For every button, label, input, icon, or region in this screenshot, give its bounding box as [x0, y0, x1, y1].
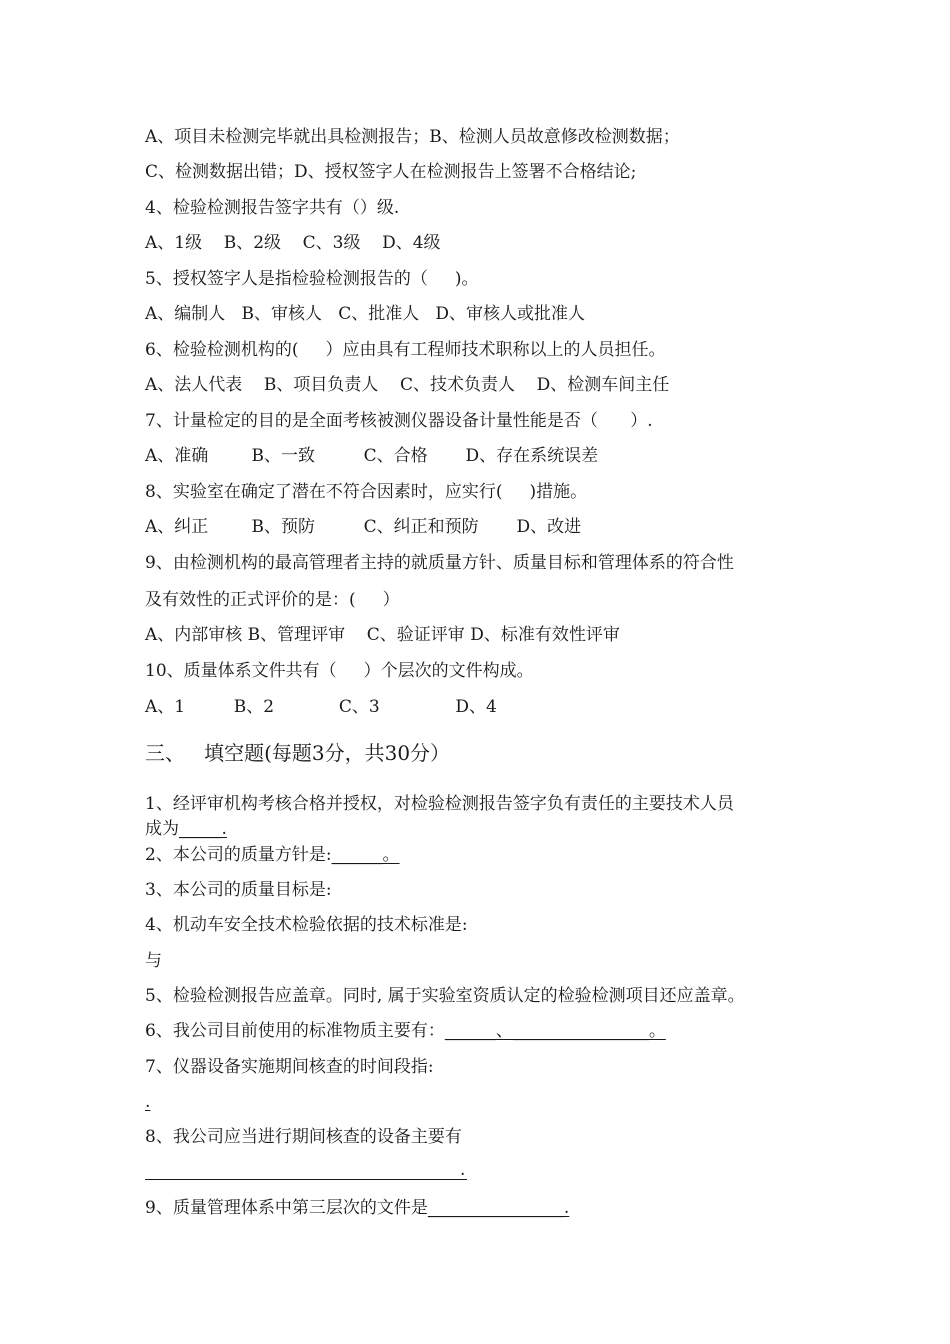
question-5: 5、授权签字人是指检验检测报告的（ )。	[145, 269, 479, 289]
question-6-options: A、法人代表 B、项目负责人 C、技术负责人 D、检测车间主任	[145, 375, 670, 395]
section-heading: 三、 填空题(每题3分，共30分）	[145, 741, 451, 765]
question-4: 4、检验检测报告签字共有（）级.	[145, 198, 400, 218]
fill-question-1-continued	[145, 818, 227, 840]
question-7-options: A、准确 B、一致 C、合格 D、存在系统误差	[145, 446, 599, 466]
fill-question-6	[145, 1020, 666, 1042]
fill-question-5: 5、检验检测报告应盖章。同时, 属于实验室资质认定的检验检测项目还应盖章。	[145, 986, 745, 1006]
answer-blank: ________________.	[427, 1198, 570, 1218]
fill-question-7: 7、仪器设备实施期间核查的时间段指:	[145, 1057, 434, 1077]
answer-blank: ______。	[331, 845, 400, 865]
answer-blank-end: .	[460, 1160, 466, 1180]
option-line: C、检测数据出错；D、授权签字人在检测报告上签署不合格结论;	[145, 162, 637, 182]
option-line: A、项目未检测完毕就出具检测报告；B、检测人员故意修改检测数据；	[145, 127, 680, 147]
question-6: 6、检验检测机构的( ）应由具有工程师技术职称以上的人员担任。	[145, 340, 666, 360]
fill-text: 6、我公司目前使用的标准物质主要有：	[145, 1021, 445, 1041]
answer-line	[145, 1179, 467, 1180]
question-10: 10、质量体系文件共有（ ）个层次的文件构成。	[145, 661, 534, 681]
question-9: 9、由检测机构的最高管理者主持的就质量方针、质量目标和管理体系的符合性	[145, 553, 734, 573]
answer-blank: .	[145, 1092, 151, 1112]
answer-blank: _____.	[179, 819, 227, 839]
question-9-options: A、内部审核 B、管理评审 C、验证评审 D、标准有效性评审	[145, 625, 620, 645]
question-10-options: A、1 B、2 C、3 D、4	[145, 697, 497, 717]
question-8: 8、实验室在确定了潜在不符合因素时，应实行( )措施。	[145, 482, 588, 502]
fill-text: 9、质量管理体系中第三层次的文件是	[145, 1198, 428, 1218]
answer-blank: ______、________________。	[444, 1021, 666, 1041]
question-4-options: A、1级 B、2级 C、3级 D、4级	[145, 233, 441, 253]
question-7: 7、计量检定的目的是全面考核被测仪器设备计量性能是否（ ）.	[145, 411, 653, 431]
question-5-options: A、编制人 B、审核人 C、批准人 D、审核人或批准人	[145, 304, 586, 324]
fill-question-3: 3、本公司的质量目标是:	[145, 880, 332, 900]
fill-question-1: 1、经评审机构考核合格并授权，对检验检测报告签字负有责任的主要技术人员	[145, 794, 734, 814]
fill-text: 2、本公司的质量方针是:	[145, 845, 332, 865]
question-9-continued: 及有效性的正式评价的是：( ）	[145, 590, 400, 610]
fill-question-4-continued: 与	[145, 951, 162, 971]
fill-question-9	[145, 1197, 569, 1219]
question-8-options: A、纠正 B、预防 C、纠正和预防 D、改进	[145, 517, 582, 537]
fill-question-4: 4、机动车安全技术检验依据的技术标准是:	[145, 915, 468, 935]
fill-question-2	[145, 844, 400, 866]
fill-question-8: 8、我公司应当进行期间核查的设备主要有	[145, 1127, 462, 1147]
fill-text: 成为	[145, 819, 179, 839]
